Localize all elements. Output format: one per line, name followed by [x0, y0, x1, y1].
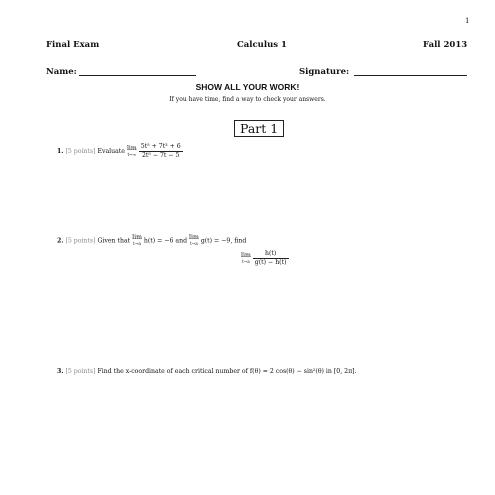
- limit-text: lim: [241, 251, 251, 259]
- question-points: [5 points]: [65, 148, 96, 155]
- part-title: Part 1: [234, 120, 284, 137]
- question-2-expression: [241, 250, 289, 267]
- limit-operator: [241, 253, 251, 265]
- name-field-line[interactable]: [79, 75, 196, 76]
- limit-text: lim: [132, 234, 142, 241]
- question-points: [5 points]: [65, 237, 96, 245]
- name-label: Name:: [46, 67, 77, 77]
- fraction-numerator: h(t): [253, 250, 289, 259]
- header-exam-title: Final Exam: [46, 40, 100, 50]
- question-number: 2.: [57, 237, 64, 245]
- page-number: 1: [465, 17, 470, 25]
- header-term: Fall 2013: [423, 40, 468, 50]
- fraction-denominator: g(t) − h(t): [254, 259, 287, 266]
- limit-subscript: t→a: [133, 241, 141, 246]
- question-prompt: Evaluate: [97, 148, 125, 155]
- limit-subscript: t→∞: [127, 151, 137, 157]
- question-text: Find the x-coordinate of each critical number of f(θ) = 2 cos(θ) − sin²(θ) in [0, 2π].: [97, 368, 357, 375]
- limit-operator: [189, 235, 199, 247]
- limit-subscript: t→a: [242, 258, 250, 264]
- limit-operator: [132, 235, 142, 247]
- question-prompt: Given that: [97, 237, 131, 245]
- fraction: [139, 143, 183, 160]
- instructions-subtitle: If you have time, find a way to check your answers.: [169, 96, 326, 103]
- signature-label: Signature:: [299, 67, 350, 77]
- question-number: 1.: [57, 148, 64, 155]
- limit-text: lim: [126, 144, 137, 152]
- condition-1: h(t) = −6 and: [143, 237, 188, 245]
- condition-2: g(t) = −9, find: [200, 237, 247, 245]
- header-course: Calculus 1: [237, 40, 287, 50]
- fraction-numerator: 5t⁵ + 7t³ + 6: [140, 143, 181, 150]
- question-3: [57, 368, 357, 375]
- limit-operator: [127, 146, 137, 158]
- question-2: [57, 235, 246, 247]
- fraction: [253, 250, 289, 267]
- limit-text: lim: [189, 234, 199, 241]
- instructions-title: SHOW ALL YOUR WORK!: [195, 82, 300, 92]
- question-1: [57, 143, 183, 160]
- limit-subscript: t→a: [190, 241, 198, 246]
- question-points: [5 points]: [65, 368, 96, 375]
- fraction-denominator: 2t⁵ − 7t − 5: [141, 152, 180, 159]
- signature-field-line[interactable]: [354, 75, 467, 76]
- question-number: 3.: [57, 368, 64, 375]
